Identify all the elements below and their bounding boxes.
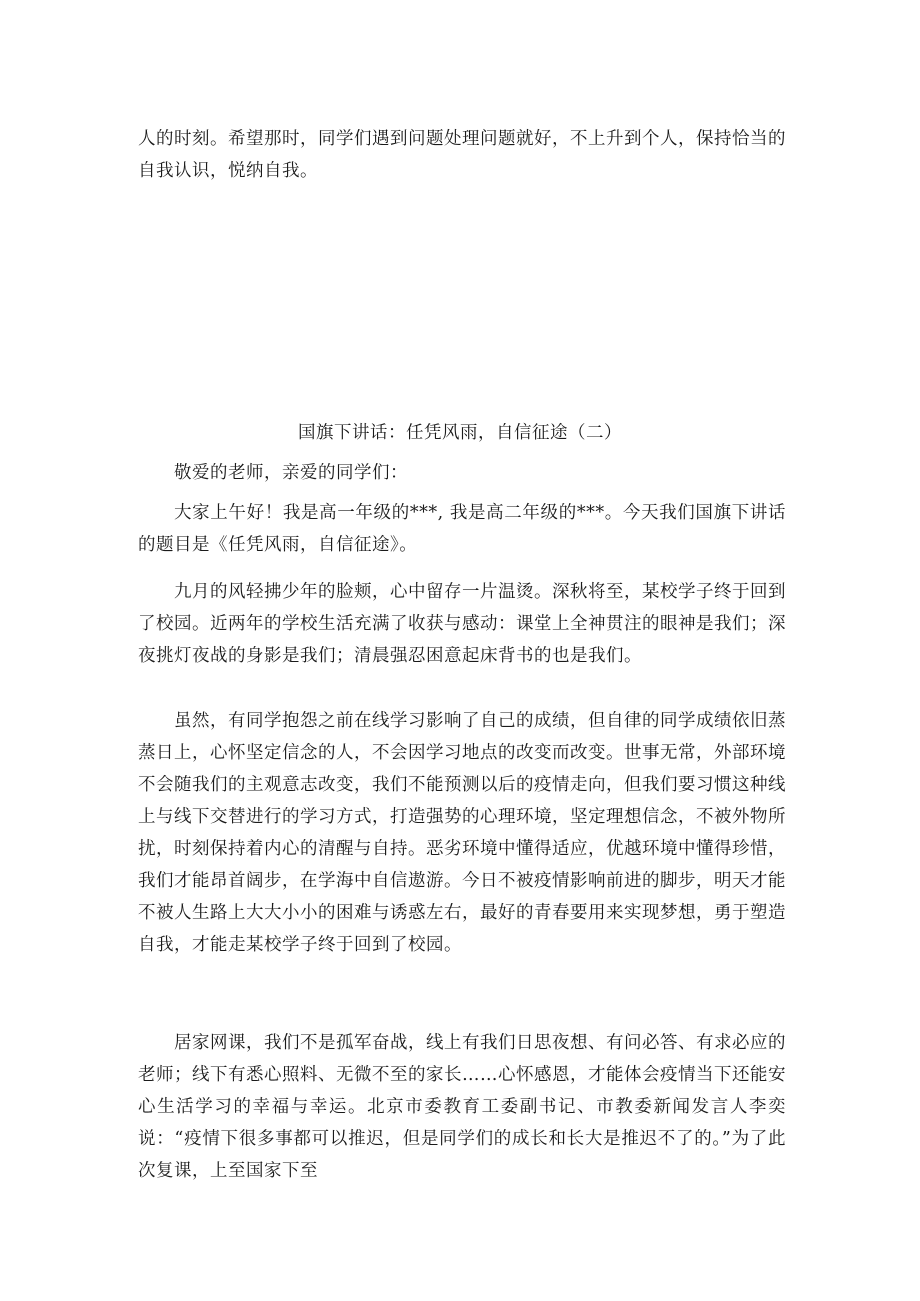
body-paragraph-online-learning: 虽然，有同学抱怨之前在线学习影响了自己的成绩，但自律的同学成绩依旧蒸蒸日上，心怀坚定信念的人，不会因学习地点的改变而改变。世事无常，外部环境不会随我们的主观意志改变，我们不能预测以后的疫情走向，但我们要习惯这种线上与线下交替进行的学习方式，打造强势的心理环境，坚定理想信念，不被外物所扰，时刻保持着内心的清醒与自持。恶劣环境中懂得适应，优越环境中懂得珍惜，我们才能昂首阔步，在学海中自信遨游。今日不被疫情影响前进的脚步，明天才能不被人生路上大大小小的困难与诱惑左右，最好的青春要用来实现梦想，勇于塑造自我，才能走某校学子终于回到了校园。 — [138, 711, 786, 955]
body-paragraph-home-classes: 居家网课，我们不是孤军奋战，线上有我们日思夜想、有问必答、有求必应的老师；线下有悉心照料、无微不至的家长……心怀感恩，才能体会疫情当下还能安心生活学习的幸福与幸运。北京市委教育工委副书记、市教委新闻发言人李奕说：“疫情下很多事都可以推迟，但是同学们的成长和长大是推迟不了的。”为了此次复课，上至国家下至 — [138, 1033, 786, 1181]
speech-title: 国旗下讲话：任凭风雨，自信征途（二） — [298, 423, 622, 443]
continued-paragraph: 人的时刻。希望那时，同学们遇到问题处理问题就好，不上升到个人，保持恰当的自我认识，悦纳自我。 — [138, 129, 786, 181]
greeting-paragraph: 大家上午好！我是高一年级的***, 我是高二年级的***。今天我们国旗下讲话的题目是《任凭风雨，自信征途》。 — [138, 503, 786, 555]
body-paragraph-september: 九月的风轻拂少年的脸颊，心中留存一片温烫。深秋将至，某校学子终于回到了校园。近两年的学校生活充满了收获与感动：课堂上全神贯注的眼神是我们；深夜挑灯夜战的身影是我们；清晨强忍困意起床背书的也是我们。 — [138, 582, 786, 666]
salutation-paragraph: 敬爱的老师，亲爱的同学们： — [174, 463, 408, 483]
